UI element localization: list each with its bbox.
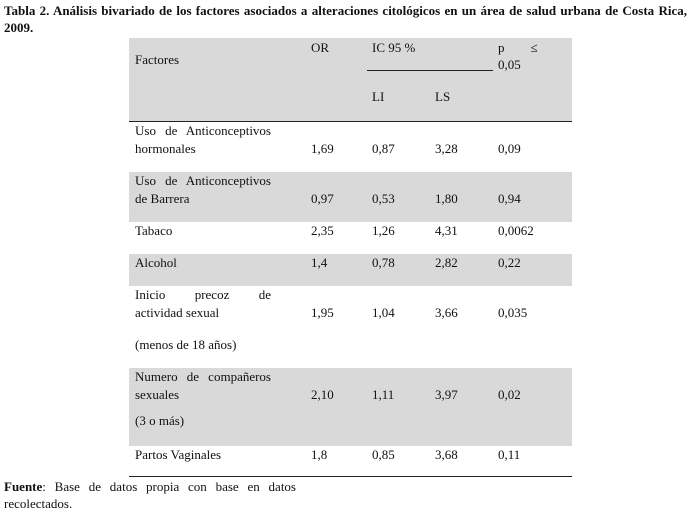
header-p: p ≤ [498, 40, 538, 55]
row-li: 1,04 [372, 305, 395, 320]
table-row [129, 172, 572, 222]
row-li: 0,78 [372, 255, 395, 270]
row-factor: Numero de compañeros [135, 369, 271, 384]
header-ls: LS [435, 89, 451, 104]
table-row [129, 368, 572, 446]
row-li: 0,87 [372, 141, 395, 156]
row-factor: Alcohol [135, 255, 177, 270]
row-ls: 3,97 [435, 387, 458, 402]
row-p: 0,0062 [498, 223, 534, 238]
table-row [129, 446, 572, 476]
row-or: 1,69 [311, 141, 334, 156]
row-p: 0,94 [498, 191, 521, 206]
row-factor: Uso de Anticonceptivos [135, 123, 271, 138]
row-factor-cont: actividad sexual [135, 305, 220, 320]
table-row [129, 286, 572, 368]
row-factor: Tabaco [135, 223, 173, 238]
row-ls: 4,31 [435, 223, 458, 238]
header-or: OR [311, 40, 330, 55]
row-p: 0,11 [498, 447, 521, 462]
row-factor-note: (menos de 18 años) [135, 337, 237, 352]
table-row [129, 222, 572, 254]
row-ls: 3,28 [435, 141, 458, 156]
row-ls: 2,82 [435, 255, 458, 270]
row-or: 2,10 [311, 387, 334, 402]
row-or: 0,97 [311, 191, 334, 206]
row-p: 0,22 [498, 255, 521, 270]
row-or: 1,4 [311, 255, 328, 270]
table-caption: Tabla 2. Análisis bivariado de los factores asociados a alteraciones citológicos en un área de salud urbana de Costa Rica, 2009. [4, 3, 687, 35]
row-factor: Uso de Anticonceptivos [135, 173, 271, 188]
row-p: 0,09 [498, 141, 521, 156]
source-text: : Base de datos propia con base en datos recolectados. [4, 479, 296, 511]
row-factor-cont: sexuales [135, 387, 180, 402]
source-label: Fuente [4, 479, 43, 494]
table-header [129, 38, 572, 122]
table-bottom-rule [129, 476, 572, 477]
row-li: 1,26 [372, 223, 395, 238]
table-row [129, 254, 572, 286]
header-ic: IC 95 % [372, 40, 416, 55]
header-li: LI [372, 89, 385, 104]
row-or: 1,95 [311, 305, 334, 320]
row-factor: Partos Vaginales [135, 447, 222, 462]
row-factor-cont: hormonales [135, 141, 196, 156]
row-or: 2,35 [311, 223, 334, 238]
row-li: 1,11 [372, 387, 395, 402]
row-or: 1,8 [311, 447, 328, 462]
row-ls: 1,80 [435, 191, 458, 206]
row-p: 0,035 [498, 305, 528, 320]
row-li: 0,53 [372, 191, 395, 206]
row-ls: 3,66 [435, 305, 458, 320]
row-li: 0,85 [372, 447, 395, 462]
header-p-threshold: 0,05 [498, 57, 521, 72]
table-row [129, 122, 572, 172]
row-ls: 3,68 [435, 447, 458, 462]
header-ic-rule [367, 70, 493, 71]
row-factor: Inicio precoz de [135, 287, 271, 302]
row-p: 0,02 [498, 387, 521, 402]
row-factor-cont: de Barrera [135, 191, 190, 206]
table-source-note [4, 478, 296, 512]
header-factores: Factores [135, 52, 180, 67]
row-factor-note: (3 o más) [135, 413, 185, 428]
